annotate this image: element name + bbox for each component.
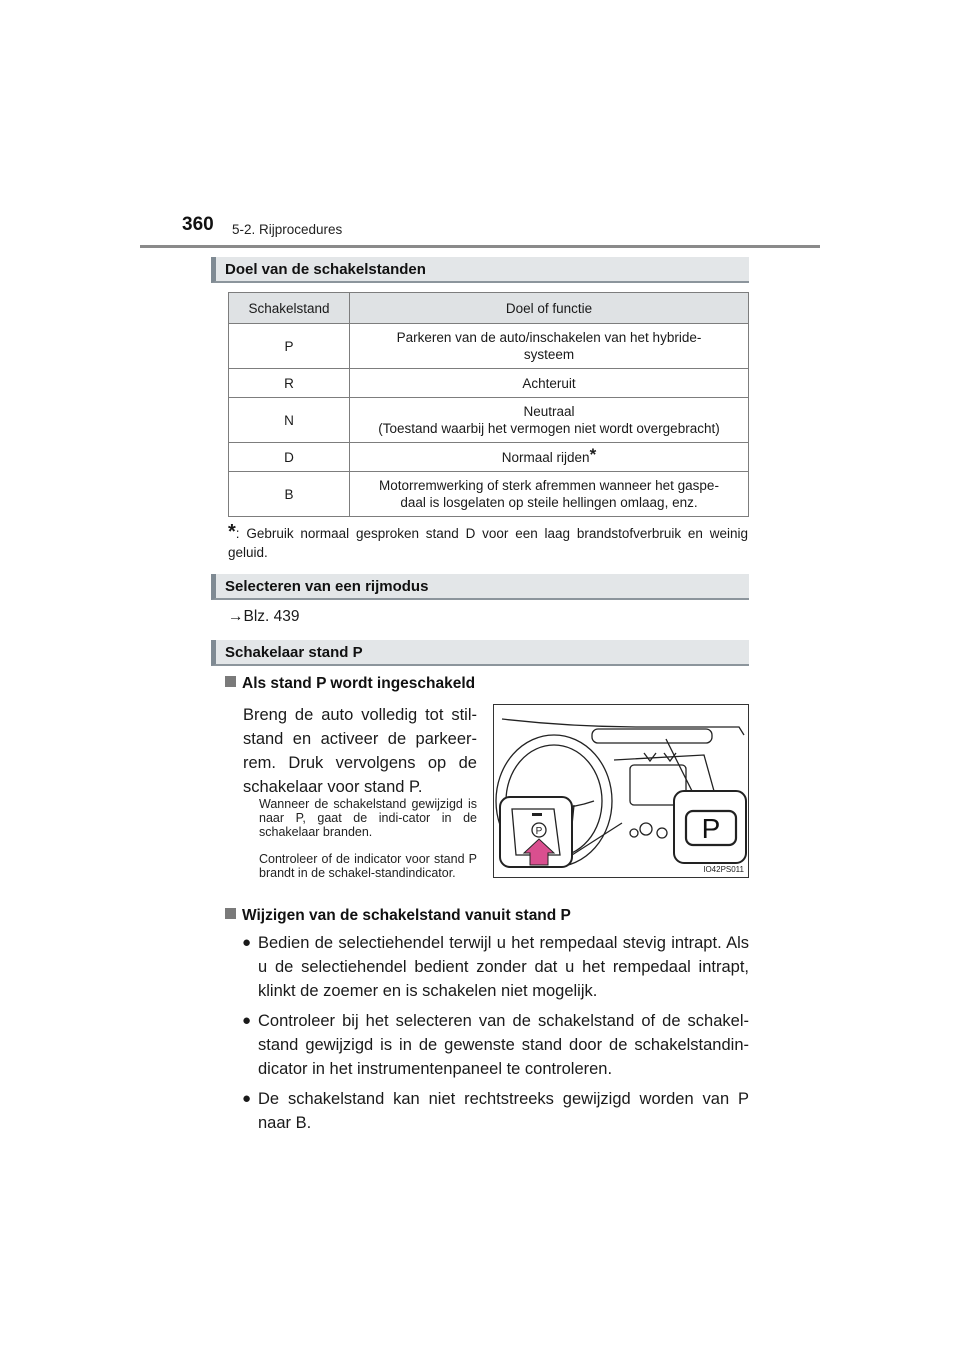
position-cell: D [229, 443, 350, 472]
p-switch-note-2: Controleer of de indicator voor stand P brandt in de schakel-standindicator. [259, 852, 477, 880]
position-cell: P [229, 324, 350, 369]
list-item: ● Controleer bij het selecteren van de schakelstand of de schakel-stand gewijzigd is in de gewenste stand door de schakelstandin-dicator in het instrumentenpaneel te controleren. [242, 1009, 749, 1081]
figure-caption: IO42PS011 [703, 865, 744, 874]
position-cell: R [229, 369, 350, 398]
footnote-star: * [228, 521, 236, 543]
column-header-position: Schakelstand [229, 293, 350, 324]
bullet-list [242, 931, 749, 1135]
column-header-purpose: Doel of functie [350, 293, 749, 324]
square-bullet-icon [225, 676, 236, 687]
purpose-cell: Normaal rijden* [350, 443, 749, 472]
header-divider [140, 245, 820, 248]
purpose-cell: Motorremwerking of sterk afremmen wanneer het gaspe- daal is losgelaten op steile hellingen omlaag, enz. [350, 472, 749, 517]
purpose-cell: Neutraal (Toestand waarbij het vermogen niet wordt overgebracht) [350, 398, 749, 443]
p-switch-note-1: Wanneer de schakelstand gewijzigd is naar P, gaat de indi-cator in de schakelaar branden. [259, 797, 477, 839]
table-row [229, 398, 749, 443]
page-number: 360 [182, 214, 214, 235]
section-heading-drive-mode [211, 574, 749, 600]
list-item: ● De schakelstand kan niet rechtstreeks gewijzigd worden van P naar B. [242, 1087, 749, 1135]
purpose-cell: Parkeren van de auto/inschakelen van het hybride- systeem [350, 324, 749, 369]
bullet-dot-icon: ● [242, 934, 252, 951]
section-title: Schakelaar stand P [225, 644, 363, 661]
small-p-button-label: P [535, 826, 543, 837]
table-footnote [228, 523, 748, 562]
position-cell: B [229, 472, 350, 517]
section-title: Doel van de schakelstanden [225, 261, 426, 278]
table-row [229, 472, 749, 517]
p-switch-illustration [493, 704, 749, 878]
subheading-change-from-p: Wijzigen van de schakelstand vanuit stand P [225, 907, 571, 925]
purpose-cell: Achteruit [350, 369, 749, 398]
footnote-text: : Gebruik normaal gesproken stand D voor een laag brandstofverbruik en weinig geluid. [228, 526, 748, 560]
table-row [229, 443, 749, 472]
section-title: Selecteren van een rijmodus [225, 578, 429, 595]
position-cell: N [229, 398, 350, 443]
dashboard-drawing [494, 705, 748, 877]
subheading-p-engaged: Als stand P wordt ingeschakeld [225, 675, 475, 693]
footnote-marker: * [589, 444, 597, 464]
section-heading-purpose [211, 257, 749, 283]
list-item: ● Bedien de selectiehendel terwijl u het rempedaal stevig intrapt. Als u de selectiehendel bedient zonder dat u het rempedaal intrapt, klinkt de zoemer en is schakelen niet mogelijk. [242, 931, 749, 1003]
table-header-row [229, 293, 749, 324]
chapter-title: 5-2. Rijprocedures [232, 222, 343, 237]
page-reference-link[interactable]: →Blz. 439 [228, 608, 300, 625]
p-button-callout [674, 791, 746, 863]
switch-callout [500, 797, 572, 867]
table-row [229, 369, 749, 398]
bullet-dot-icon: ● [242, 1090, 252, 1107]
table-row [229, 324, 749, 369]
shift-position-table [228, 292, 749, 517]
p-switch-instruction: Breng de auto volledig tot stil-stand en activeer de parkeer-rem. Druk vervolgens op de schakelaar voor stand P. [243, 706, 477, 796]
square-bullet-icon [225, 908, 236, 919]
p-button-label: P [701, 813, 721, 844]
section-heading-p-switch [211, 640, 749, 666]
bullet-dot-icon: ● [242, 1012, 252, 1029]
